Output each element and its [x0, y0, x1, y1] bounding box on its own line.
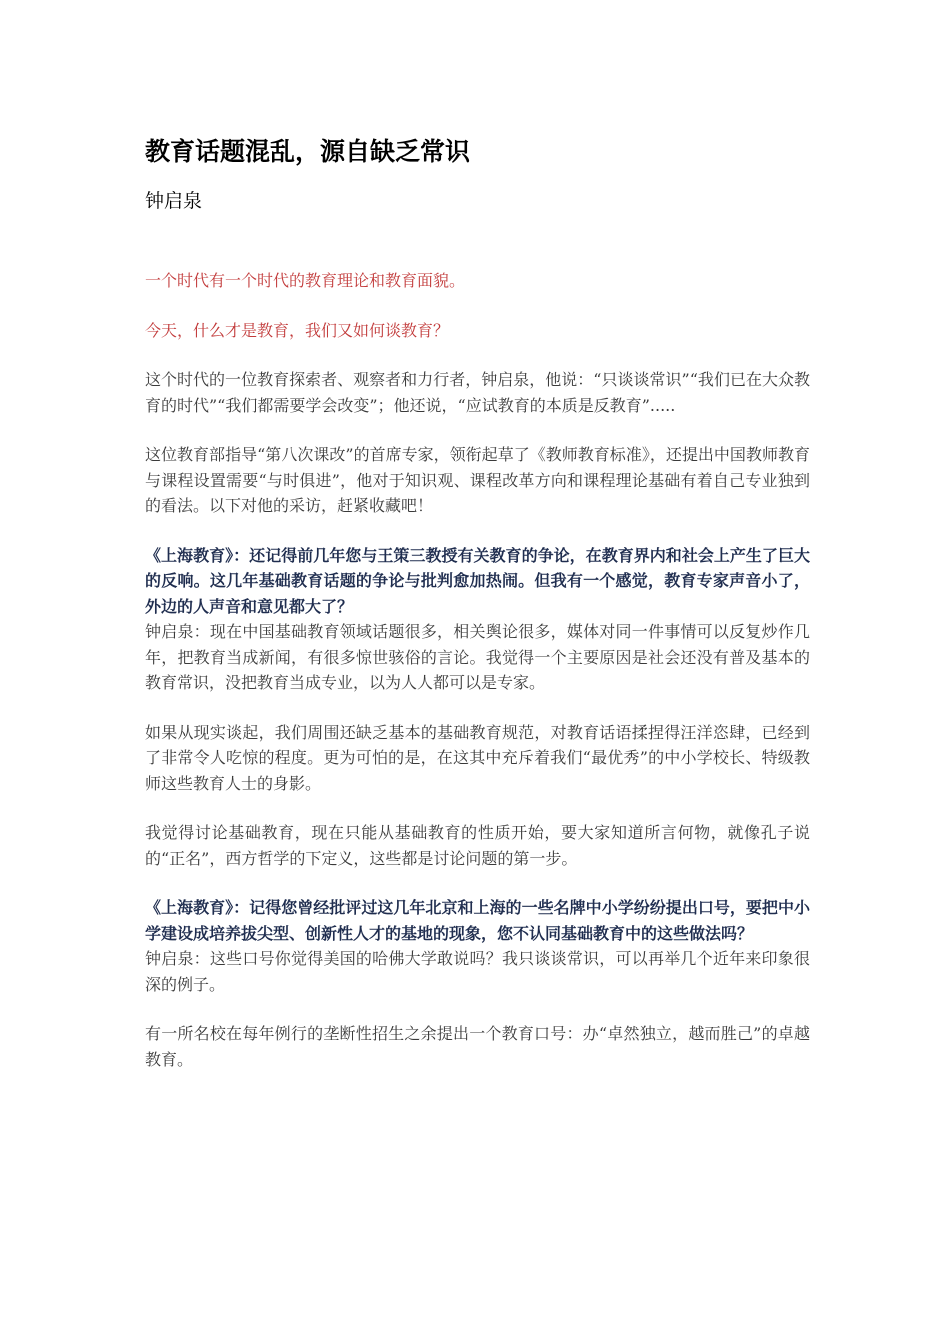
interview-answer-1: 钟启泉：现在中国基础教育领域话题很多，相关舆论很多，媒体对同一件事情可以反复炒作几年，把教育当成新闻，有很多惊世骇俗的言论。我觉得一个主要原因是社会还没有普及基本的教育常识，没把教育当成专业，以为人人都可以是专家。 [145, 622, 810, 692]
interview-question-1: 《上海教育》：还记得前几年您与王策三教授有关教育的争论，在教育界内和社会上产生了巨大的反响。这几年基础教育话题的争论与批判愈加热闹。但我有一个感觉，教育专家声音小了，外边的人声音和意见都大了？ [145, 545, 810, 616]
intro-paragraph-2: 今天，什么才是教育，我们又如何谈教育？ [145, 320, 450, 340]
body-paragraph-2: 这位教育部指导“第八次课改”的首席专家，领衔起草了《教师教育标准》，还提出中国教师教育与课程设置需要“与时俱进”，他对于知识观、课程改革方向和课程理论基础有着自己专业独到的看法。以下对他的采访，赶紧收藏吧！ [145, 445, 810, 515]
article-title: 教育话题混乱，源自缺乏常识 [145, 137, 471, 166]
body-paragraph-5: 有一所名校在每年例行的垄断性招生之余提出一个教育口号：办“卓然独立，越而胜己”的卓越教育。 [145, 1024, 810, 1069]
body-paragraph-1: 这个时代的一位教育探索者、观察者和力行者，钟启泉，他说：“只谈谈常识”“我们已在大众教育的时代”“我们都需要学会改变”；他还说，“应试教育的本质是反教育”..... [145, 370, 810, 415]
document-page [145, 130, 810, 1072]
body-paragraph-4: 我觉得讨论基础教育，现在只能从基础教育的性质开始，要大家知道所言何物，就像孔子说的“正名”，西方哲学的下定义，这些都是讨论问题的第一步。 [145, 823, 810, 868]
body-paragraph-3: 如果从现实谈起，我们周围还缺乏基本的基础教育规范，对教育话语揉捏得汪洋恣肆，已经到了非常令人吃惊的程度。更为可怕的是，在这其中充斥着我们“最优秀”的中小学校长、特级教师这些教育人士的身影。 [145, 722, 810, 793]
interview-question-2: 《上海教育》：记得您曾经批评过这几年北京和上海的一些名牌中小学纷纷提出口号，要把中小学建设成培养拔尖型、创新性人才的基地的现象，您不认同基础教育中的这些做法吗？ [145, 898, 810, 943]
intro-paragraph-1: 一个时代有一个时代的教育理论和教育面貌。 [145, 271, 466, 290]
article-author: 钟启泉 [145, 190, 203, 212]
interview-answer-2: 钟启泉：这些口号你觉得美国的哈佛大学敢说吗？我只谈谈常识，可以再举几个近年来印象很深的例子。 [145, 949, 810, 994]
